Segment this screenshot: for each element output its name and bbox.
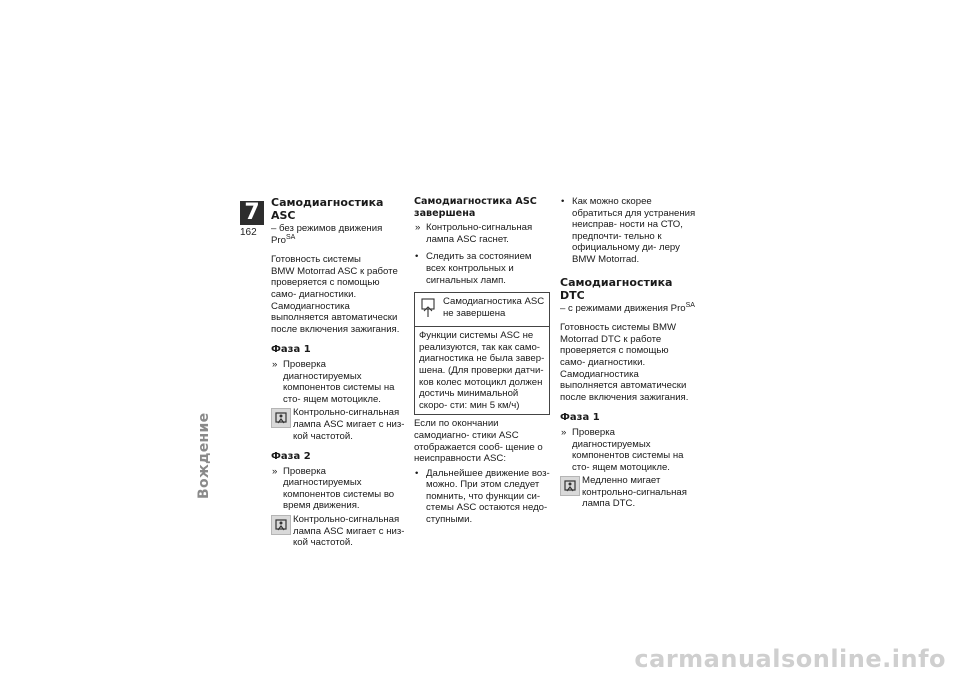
asc-phase2-item-text: Проверка диагностируемых компонентов системы во время движения. (283, 465, 395, 512)
service-bullet (560, 196, 696, 266)
asc-complete-item-1-text: Контрольно-сигнальная лампа ASC гаснет. (426, 222, 533, 245)
dtc-phase1-title: Фаза 1 (560, 412, 600, 424)
arrow-marker: » (561, 426, 567, 438)
asc-fault-bullet (414, 468, 550, 526)
asc-phase1-lamp-text: Контрольно-сигнальная лампа ASC мигает с низ- кой частотой. (293, 407, 405, 442)
arrow-marker: » (415, 222, 421, 234)
asc-readiness-heading: Готовность системы (271, 254, 361, 266)
asc-complete-title: Самодиагностика ASC завершена (414, 196, 537, 219)
warning-box (414, 292, 550, 415)
dtc-phase1-item-text: Проверка диагностируемых компонентов системы на сто- ящем мотоцикле. (572, 426, 684, 473)
asc-lamp-icon (271, 515, 291, 535)
bullet-marker: • (561, 196, 565, 207)
asc-complete-item-2 (414, 251, 550, 286)
asc-fault-bullet-text: Дальнейшее движение воз- можно. При этом следует помнить, что функции си- стемы ASC остаются недо- ступными. (426, 467, 550, 526)
warning-box-body: Функции системы ASC не реализуются, так как само- диагностика не была завер- шена. (Для проверки датчи- ков колес мотоцикл должен достичь минимальной скоро- сти: мин 5 км/ч) (415, 326, 549, 414)
asc-subtitle-text: – без режимов движения Pro (271, 223, 383, 246)
asc-lamp-icon (271, 408, 291, 428)
dtc-lamp-icon (560, 476, 580, 496)
asc-complete-item-2-text: Следить за состоянием всех контрольных и сигнальных ламп. (426, 251, 532, 286)
section-title: Вождение (196, 412, 212, 499)
column-2 (414, 196, 550, 526)
asc-phase2-lamp-note (271, 514, 406, 549)
dtc-readiness-text: Готовность системы BMW Motorrad DTC к работе проверяется с помощью само- диагностики. Самодиагностика выполняется автоматически после включения зажигания. (560, 322, 689, 403)
asc-phase2-item (271, 466, 406, 512)
warning-lamp-icon (421, 298, 435, 318)
dtc-subtitle-text: – с режимами движения Pro (560, 302, 686, 314)
bullet-marker: • (415, 251, 419, 263)
asc-selfdiag-title: Самодиагностика ASC (271, 196, 384, 222)
dtc-subtitle (560, 303, 696, 315)
asc-phase1-lamp-note (271, 407, 406, 442)
dtc-subtitle-sup: SA (685, 301, 695, 309)
asc-phase1-title: Фаза 1 (271, 344, 311, 356)
asc-phase2-lamp-text: Контрольно-сигнальная лампа ASC мигает с низ- кой частотой. (293, 514, 405, 549)
dtc-phase1-lamp-note (560, 475, 696, 510)
asc-readiness-text: BMW Motorrad ASC к работе проверяется с помощью само- диагностики. Самодиагностика выполняется автоматически после включения зажигания. (271, 265, 400, 335)
dtc-phase1-item (560, 427, 696, 473)
warning-box-title: Самодиагностика ASC не завершена (443, 296, 545, 319)
dtc-selfdiag-title: Самодиагностика DTC (560, 275, 673, 302)
page-number: 162 (240, 227, 257, 238)
asc-phase1-item (271, 359, 406, 405)
column-1 (271, 196, 406, 549)
asc-phase1-item-text: Проверка диагностируемых компонентов системы на сто- ящем мотоцикле. (283, 358, 395, 405)
asc-subtitle (271, 223, 406, 246)
column-3 (560, 196, 696, 510)
dtc-phase1-lamp-text: Медленно мигает контрольно-сигнальная лампа DTC. (582, 475, 687, 510)
arrow-marker: » (272, 465, 278, 477)
asc-subtitle-sup: SA (285, 233, 296, 241)
asc-complete-item-1 (414, 222, 550, 245)
arrow-marker: » (272, 358, 278, 370)
service-bullet-text: Как можно скорее обратиться для устранения неисправ- ности на СТО, предпочти- тельно к официальному ди- леру BMW Motorrad. (572, 196, 696, 265)
bullet-marker: • (415, 467, 419, 479)
warning-box-header (415, 293, 549, 326)
asc-phase2-title: Фаза 2 (271, 451, 311, 463)
chapter-number: 7 (240, 201, 264, 225)
watermark: carmanualsonline.info (634, 645, 946, 673)
asc-fault-intro: Если по окончании самодиагно- стики ASC отображается сооб- щение о неисправности ASC: (414, 418, 543, 465)
